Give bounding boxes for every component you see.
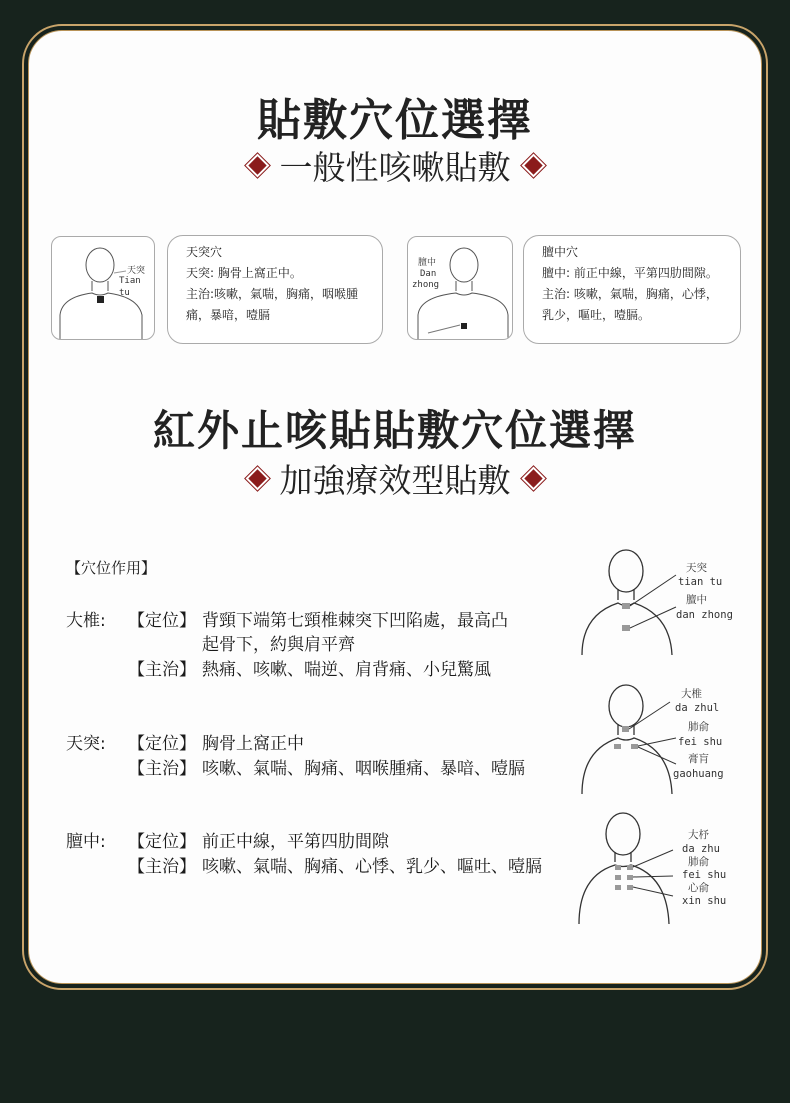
subtitle-text: 一般性咳嗽貼敷 [279,148,511,187]
fig-label: dan zhong [676,609,733,621]
fig-label: 大杼 [688,829,709,841]
danzhong-pos-row [66,831,389,854]
text: 前正中線，平第四肋間隙 [202,832,389,852]
subtitle-enhanced [0,455,790,502]
acupoint-name: 大椎: [66,611,106,631]
section-heading: 【穴位作用】 [66,559,157,577]
body-back-icon [575,810,675,928]
text: 熱痛、咳嗽、喘逆、肩背痛、小兒驚風 [202,660,491,680]
fig-label: da zhu [682,843,720,855]
dazhui-pos-row [66,610,508,633]
fig-label: 肺俞 [688,721,709,733]
diamond-icon [245,153,269,177]
text: 咳嗽、氣喘、胸痛、心悸、乳少、嘔吐、噎膈 [202,857,542,877]
fig-label: xin shu [682,895,727,907]
fig-label: 心俞 [688,882,709,894]
fig-label: tian tu [678,576,723,588]
text: 背頸下端第七頸椎棘突下凹陷處，最高凸 [202,611,508,631]
dazhui-pos-row2 [66,634,355,657]
tag: 【主治】 [128,759,196,779]
fig-label: fei shu [678,736,723,748]
tag: 【定位】 [128,734,196,754]
card-line: 痛，暴喑，噎膈 [186,308,271,322]
tag: 【主治】 [128,857,196,877]
fig-label-en: Tian tu [119,276,141,298]
body-front-icon [578,545,678,660]
tiantu-figure [51,236,155,340]
fig-label: gaohuang [673,768,724,780]
subtitle-general [0,142,790,189]
text: 起骨下，約與肩平齊 [202,635,355,655]
fig-label: 肺俞 [688,856,709,868]
fig-label: 天突 [686,562,707,574]
fig-label: 膻中 [686,594,707,606]
tag: 【定位】 [128,611,196,631]
body-back-icon [578,680,678,798]
fig-label-en: zhong [412,280,440,290]
text: 咳嗽、氣喘、胸痛、咽喉腫痛、暴喑、噎膈 [202,759,525,779]
diamond-icon [521,466,545,490]
card-heading: 天突穴 [186,245,223,259]
card-line: 膻中: 前正中線，平第四肋間隙。 [542,266,718,280]
diamond-icon [245,466,269,490]
section-title: 紅外止咳貼貼敷穴位選擇 [152,406,637,455]
card-line: 天突: 胸骨上窩正中。 [186,266,302,280]
acupoint-name: 膻中: [66,832,106,852]
danzhong-figure [407,236,513,340]
tiantu-card [167,235,383,344]
fig-label: 大椎 [681,688,702,700]
fig-label-en: Dan [420,269,437,279]
fig-label: 膏肓 [688,753,709,765]
tiantu-treat-row [66,758,525,781]
danzhong-card [523,235,741,344]
text: 胸骨上窩正中 [202,734,304,754]
diamond-icon [521,153,545,177]
fig-label: fei shu [682,869,727,881]
page-title: 貼敷穴位選擇 [257,95,533,146]
tag: 【主治】 [128,660,196,680]
dazhui-treat-row [66,659,491,682]
fig-label-cn: 膻中 [418,258,437,268]
acupoint-name: 天突: [66,734,106,754]
danzhong-treat-row [66,856,542,879]
card-line: 乳少，嘔吐，噎膈。 [542,308,651,322]
tiantu-pos-row [66,733,304,756]
fig-label: da zhul [675,702,720,714]
card-line: 主治:咳嗽，氣喘，胸痛，咽喉腫 [186,287,359,301]
subtitle-text: 加強療效型貼敷 [279,461,511,500]
fig-label-cn: 天突 [127,266,146,276]
tag: 【定位】 [128,832,196,852]
card-heading: 膻中穴 [542,245,579,259]
card-line: 主治: 咳嗽，氣喘，胸痛，心悸， [542,287,718,301]
